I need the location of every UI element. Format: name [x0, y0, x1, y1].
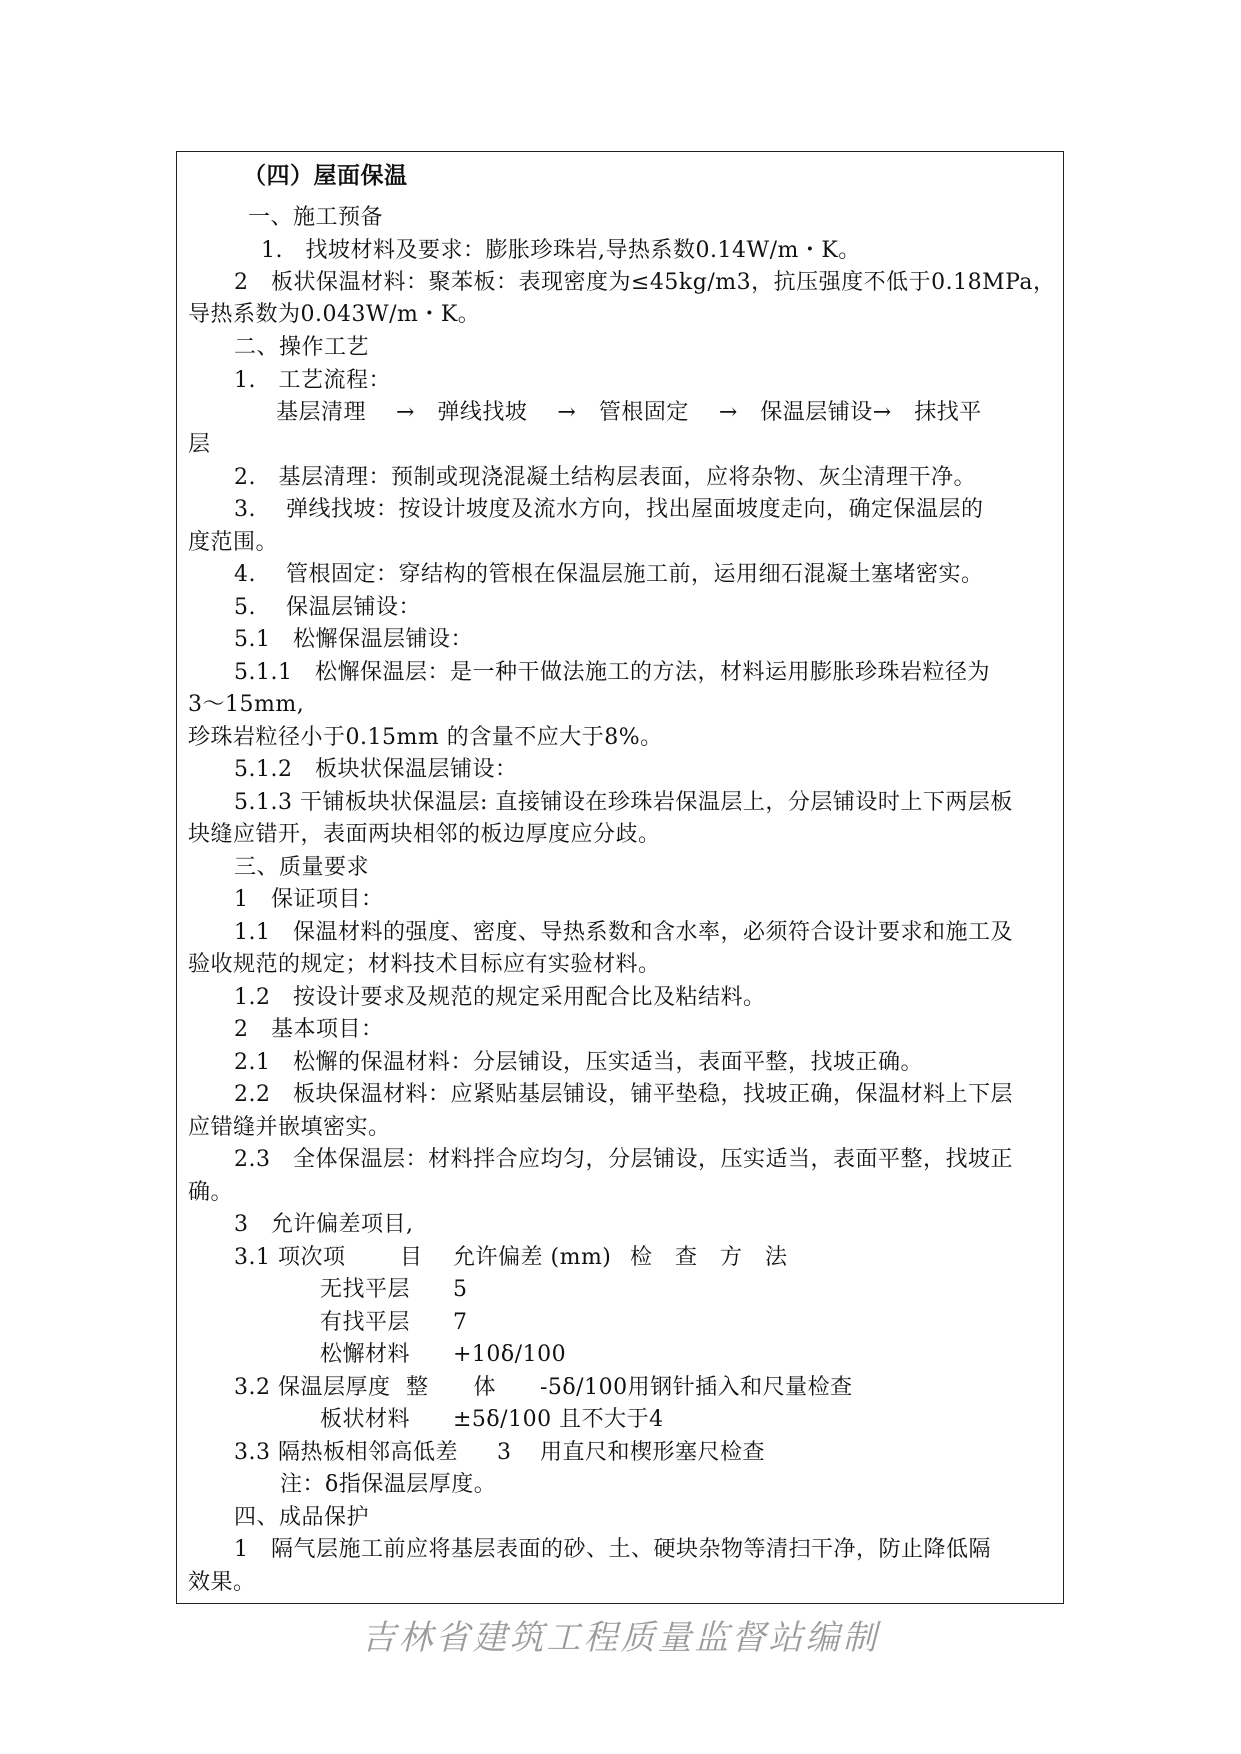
- text-line: 3 允许偏差项目,: [234, 1212, 414, 1237]
- text-line: 2.1 松懈的保温材料：分层铺设，压实适当，表面平整，找坡正确。: [234, 1050, 923, 1075]
- text-line: 确。: [188, 1180, 234, 1205]
- text-line: 度范围。: [188, 530, 279, 555]
- text-line: 5.1 松懈保温层铺设：: [234, 627, 473, 652]
- text-line: 珍珠岩粒径小于0.15mm 的含量不应大于8%。: [188, 725, 663, 750]
- text-line: 2. 基层清理：预制或现浇混凝土结构层表面，应将杂物、灰尘清理干净。: [234, 465, 976, 490]
- text-line: 5. 保温层铺设：: [234, 595, 421, 620]
- text-line: 3～15mm,: [188, 692, 305, 717]
- section-title: （四）屋面保温: [243, 162, 408, 189]
- text-line: 5.1.3 干铺板块状保温层: 直接铺设在珍珠岩保温层上，分层铺设时上下两层板: [234, 790, 1013, 815]
- text-line: 2.2 板块保温材料：应紧贴基层铺设，铺平垫稳，找坡正确，保温材料上下层: [234, 1082, 1013, 1107]
- deviation-table-cell: 有找平层: [320, 1310, 411, 1335]
- deviation-table-cell: 3: [497, 1440, 512, 1465]
- deviation-table-cell: 5: [453, 1277, 468, 1302]
- deviation-table-cell: 检 查 方 法: [630, 1245, 788, 1270]
- text-line: 2 基本项目：: [234, 1017, 384, 1042]
- deviation-table-cell: +10δ/100: [453, 1342, 567, 1367]
- deviation-table-cell: 板状材料: [320, 1407, 411, 1432]
- text-line: 应错缝并嵌填密实。: [188, 1115, 391, 1140]
- deviation-table-cell: -5δ/100用钢针插入和尺量检查: [540, 1375, 853, 1400]
- deviation-table-cell: 无找平层: [320, 1277, 411, 1302]
- text-line: 一、施工预备: [248, 205, 384, 230]
- text-line: 5.1.2 板块状保温层铺设：: [234, 757, 518, 782]
- text-line: 1.1 保温材料的强度、密度、导热系数和含水率，必须符合设计要求和施工及: [234, 920, 1013, 945]
- deviation-table-cell: 用直尺和楔形塞尺检查: [540, 1440, 766, 1465]
- text-line: 三、质量要求: [234, 855, 370, 880]
- text-line: 5.1.1 松懈保温层：是一种干做法施工的方法，材料运用膨胀珍珠岩粒径为: [234, 660, 990, 685]
- deviation-table-cell: 注：δ指保温层厚度。: [280, 1472, 497, 1497]
- text-line: 1. 工艺流程：: [234, 368, 391, 393]
- deviation-table-cell: 3.3 隔热板相邻高低差: [234, 1440, 458, 1465]
- text-line: 二、操作工艺: [234, 335, 370, 360]
- text-line: 1.2 按设计要求及规范的规定采用配合比及粘结料。: [234, 985, 766, 1010]
- text-line: 2.3 全体保温层：材料拌合应均匀，分层铺设，压实适当，表面平整，找坡正: [234, 1147, 1013, 1172]
- text-line: 1 保证项目：: [234, 887, 384, 912]
- text-line: 四、成品保护: [234, 1505, 370, 1530]
- deviation-table-cell: 7: [453, 1310, 468, 1335]
- text-line: 基层清理 → 弹线找坡 → 管根固定 → 保温层铺设→ 抹找平: [276, 400, 982, 425]
- footer-stamp: 吉林省建筑工程质量监督站编制: [361, 1618, 880, 1658]
- deviation-table-cell: 3.2 保温层厚度: [234, 1375, 391, 1400]
- deviation-table-cell: ±5δ/100 且不大于4: [453, 1407, 664, 1432]
- deviation-table-cell: 允许偏差 (mm): [453, 1245, 612, 1270]
- deviation-table-cell: 整 体: [406, 1375, 497, 1400]
- text-line: 验收规范的规定；材料技术目标应有实验材料。: [188, 952, 661, 977]
- text-line: 层: [188, 432, 211, 457]
- text-line: 3. 弹线找坡：按设计坡度及流水方向，找出屋面坡度走向，确定保温层的: [234, 497, 984, 522]
- deviation-table-cell: 松懈材料: [320, 1342, 411, 1367]
- text-line: 1 隔气层施工前应将基层表面的砂、土、硬块杂物等清扫干净，防止降低隔: [234, 1537, 991, 1562]
- text-line: 1. 找坡材料及要求：膨胀珍珠岩,导热系数0.14W/m・K。: [261, 238, 861, 263]
- text-line: 2 板状保温材料：聚苯板：表现密度为≤45kg/m3，抗压强度不低于0.18MPa，: [234, 270, 1056, 295]
- deviation-table-cell: 目: [400, 1245, 423, 1270]
- text-line: 导热系数为0.043W/m・K。: [188, 302, 481, 327]
- text-line: 效果。: [188, 1570, 256, 1595]
- text-line: 4. 管根固定：穿结构的管根在保温层施工前，运用细石混凝土塞堵密实。: [234, 562, 984, 587]
- deviation-table-cell: 3.1 项次项: [234, 1245, 346, 1270]
- text-line: 块缝应错开，表面两块相邻的板边厚度应分歧。: [188, 822, 661, 847]
